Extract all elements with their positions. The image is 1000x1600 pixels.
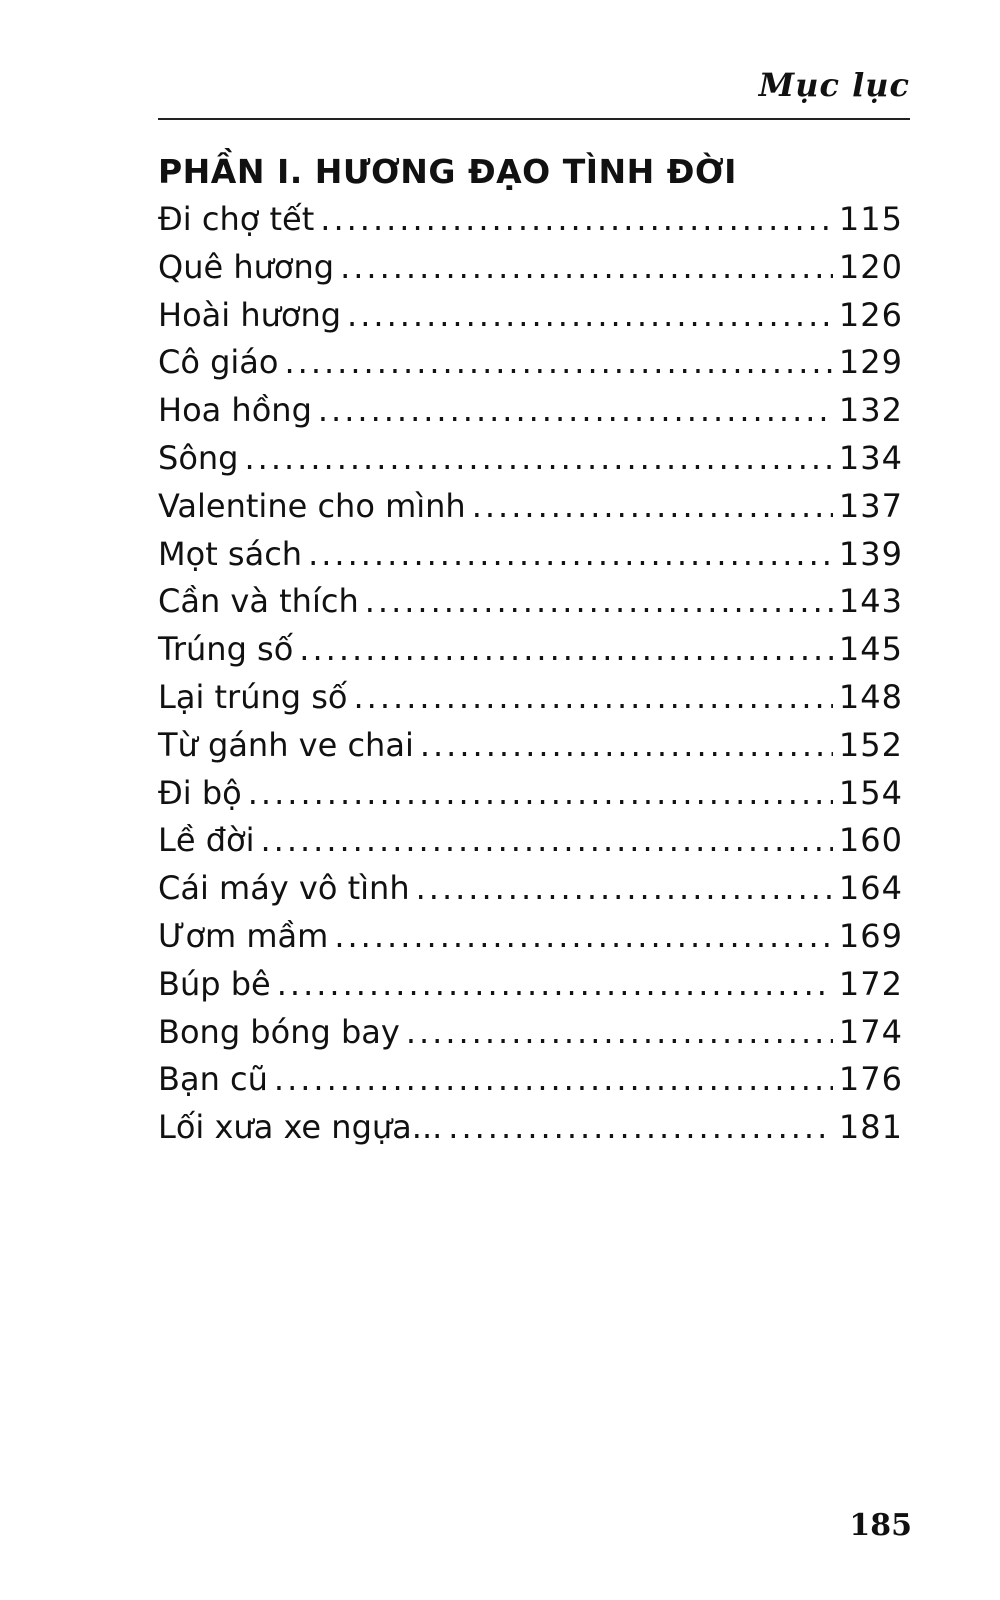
section-title: PHẦN I. HƯƠNG ĐẠO TÌNH ĐỜI	[158, 152, 737, 191]
toc-entry[interactable]	[158, 535, 903, 583]
toc-entry-title: Cần và thích	[158, 582, 359, 621]
toc-entry-title: Lối xưa xe ngựa...	[158, 1108, 443, 1147]
toc-entry[interactable]	[158, 678, 903, 726]
toc-entry-title: Cái máy vô tình	[158, 869, 410, 908]
toc-entry-page: 164	[838, 869, 903, 908]
toc-entry-title: Hoài hương	[158, 295, 342, 334]
toc-entry[interactable]	[158, 343, 903, 391]
toc-entry-page: 176	[838, 1060, 903, 1099]
dot-leader	[320, 200, 833, 238]
toc-entry-page: 181	[838, 1108, 903, 1147]
toc-entry-title: Từ gánh ve chai	[158, 725, 414, 764]
toc-entry[interactable]	[158, 487, 903, 535]
toc-entry[interactable]	[158, 965, 903, 1013]
dot-leader	[416, 869, 833, 907]
toc-entry[interactable]	[158, 869, 903, 917]
dot-leader	[284, 343, 832, 381]
toc-entry-page: 120	[838, 247, 903, 286]
toc-entry-page: 143	[838, 582, 903, 621]
toc-entry-page: 145	[838, 630, 903, 669]
toc-entry[interactable]	[158, 630, 903, 678]
dot-leader	[260, 821, 832, 859]
toc-entry-title: Mọt sách	[158, 534, 303, 573]
dot-leader	[365, 582, 833, 620]
toc-entry-page: 137	[838, 486, 903, 525]
toc-entry-title: Hoa hồng	[158, 391, 312, 430]
toc-entry[interactable]	[158, 439, 903, 487]
toc-entry-title: Sông	[158, 438, 239, 477]
toc-entry-title: Trúng số	[158, 630, 294, 669]
toc-entry[interactable]	[158, 248, 903, 296]
toc-entry-page: 169	[838, 916, 903, 955]
toc-entry-title: Cô giáo	[158, 343, 279, 382]
toc-entry-page: 172	[838, 964, 903, 1003]
dot-leader	[340, 248, 833, 286]
toc-entry[interactable]	[158, 917, 903, 965]
dot-leader	[406, 1013, 833, 1051]
dot-leader	[274, 1060, 833, 1098]
dot-leader	[472, 487, 833, 525]
toc-entry-title: Bong bóng bay	[158, 1012, 400, 1051]
toc-entry-page: 126	[838, 295, 903, 334]
toc-entry-title: Valentine cho mình	[158, 486, 466, 525]
dot-leader	[299, 630, 833, 668]
toc-entry[interactable]	[158, 200, 903, 248]
dot-leader	[248, 774, 833, 812]
dot-leader	[420, 726, 833, 764]
toc-entry[interactable]	[158, 296, 903, 344]
toc-entry[interactable]	[158, 582, 903, 630]
header-divider	[158, 118, 910, 120]
toc-entry-page: 132	[838, 391, 903, 430]
toc-entry-title: Đi chợ tết	[158, 200, 315, 238]
toc-entry[interactable]	[158, 774, 903, 822]
table-of-contents	[158, 200, 903, 1156]
toc-entry-page: 174	[838, 1012, 903, 1051]
toc-entry-page: 139	[838, 534, 903, 573]
dot-leader	[347, 296, 833, 334]
toc-entry[interactable]	[158, 821, 903, 869]
dot-leader	[334, 917, 833, 955]
toc-entry-page: 160	[838, 821, 903, 860]
toc-entry-title: Ươm mầm	[158, 916, 329, 955]
toc-entry-title: Lề đời	[158, 821, 255, 860]
dot-leader	[354, 678, 833, 716]
toc-entry[interactable]	[158, 1108, 903, 1156]
dot-leader	[277, 965, 833, 1003]
dot-leader	[244, 439, 832, 477]
toc-entry-title: Lại trúng số	[158, 677, 348, 716]
dot-leader	[308, 535, 833, 573]
toc-entry-page: 115	[838, 200, 903, 238]
toc-entry[interactable]	[158, 1060, 903, 1108]
toc-entry-page: 154	[838, 773, 903, 812]
dot-leader	[318, 391, 833, 429]
toc-entry[interactable]	[158, 1013, 903, 1061]
toc-entry-page: 152	[838, 725, 903, 764]
toc-entry-title: Búp bê	[158, 964, 271, 1003]
toc-entry-title: Đi bộ	[158, 773, 242, 812]
toc-entry-title: Bạn cũ	[158, 1060, 268, 1099]
page-number: 185	[849, 1508, 912, 1543]
toc-entry[interactable]	[158, 726, 903, 774]
toc-entry-page: 134	[838, 438, 903, 477]
toc-entry[interactable]	[158, 391, 903, 439]
toc-entry-title: Quê hương	[158, 247, 335, 286]
toc-entry-page: 129	[838, 343, 903, 382]
dot-leader	[448, 1108, 833, 1146]
toc-entry-page: 148	[838, 677, 903, 716]
running-head-title: Mục lục	[758, 66, 910, 104]
